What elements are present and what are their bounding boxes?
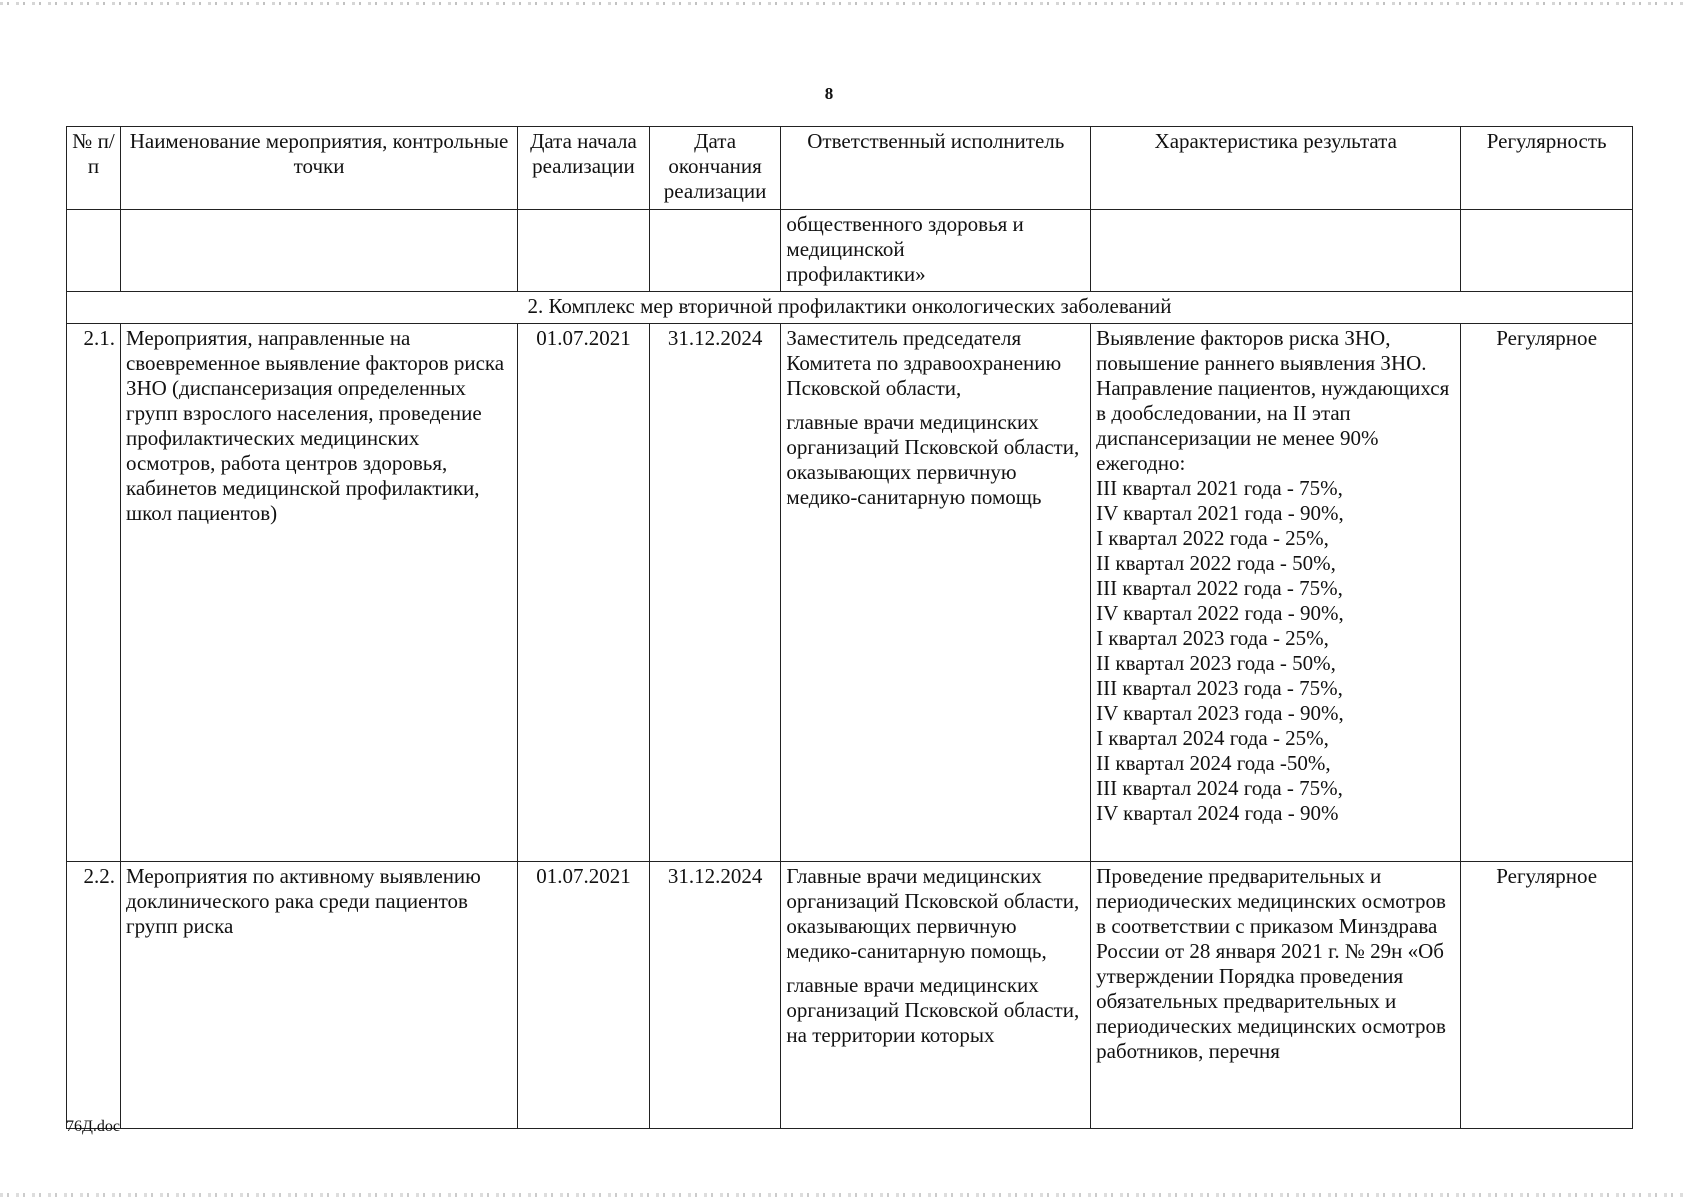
cell-result: Проведение предварительных и периодических медицинских осмотров в соответствии с приказом Минздрава России от 28 января 2021 г. № 29н «Об утверждении Порядка проведения обязательных предварительных и периодических медицинских осмотров работников, перечня xyxy=(1091,862,1461,1129)
cell-start-date: 01.07.2021 xyxy=(518,862,650,1129)
header-end-date: Дата окончания реализации xyxy=(649,127,781,210)
cell-regularity: Регулярное xyxy=(1461,862,1633,1129)
paragraph-gap xyxy=(786,964,1085,973)
header-result: Характеристика результата xyxy=(1091,127,1461,210)
cell-end-date xyxy=(649,210,781,292)
cell-num: 2.1. xyxy=(67,324,121,862)
cell-name: Мероприятия, направленные на своевременное выявление факторов риска ЗНО (диспансеризация определенных групп взрослого населения, проведение профилактических медицинских осмотров, работа центров здоровья, кабинетов медицинской профилактики, школ пациентов) xyxy=(120,324,517,862)
result-line: I квартал 2023 года - 25%, xyxy=(1096,626,1329,650)
cell-responsible xyxy=(781,862,1091,1129)
activities-table xyxy=(66,126,1633,1129)
result-line: III квартал 2022 года - 75%, xyxy=(1096,576,1343,600)
paragraph-gap xyxy=(786,401,1085,410)
result-line: II квартал 2022 года - 50%, xyxy=(1096,551,1336,575)
header-num: № п/п xyxy=(67,127,121,210)
header-start-date: Дата начала реализации xyxy=(518,127,650,210)
cell-num: 2.2. xyxy=(67,862,121,1129)
cell-start-date xyxy=(518,210,650,292)
responsible-line: медицинской xyxy=(786,237,905,261)
responsible-paragraph: главные врачи медицинских организаций Псковской области, оказывающих первичную медико-санитарную помощь xyxy=(786,410,1080,509)
table-row xyxy=(67,210,1633,292)
result-line: II квартал 2023 года - 50%, xyxy=(1096,651,1336,675)
result-line: IV квартал 2022 года - 90%, xyxy=(1096,601,1344,625)
section-title: 2. Комплекс мер вторичной профилактики онкологических заболеваний xyxy=(67,292,1633,324)
responsible-line: профилактики» xyxy=(786,262,926,286)
responsible-paragraph: Главные врачи медицинских организаций Псковской области, оказывающих первичную медико-санитарную помощь, xyxy=(786,864,1080,963)
cell-responsible xyxy=(781,210,1091,292)
cell-regularity xyxy=(1461,210,1633,292)
cell-start-date: 01.07.2021 xyxy=(518,324,650,862)
scan-artifact-top xyxy=(0,2,1686,5)
table-row xyxy=(67,862,1633,1129)
scan-artifact-bottom xyxy=(0,1193,1686,1197)
cell-end-date: 31.12.2024 xyxy=(649,324,781,862)
cell-result xyxy=(1091,324,1461,862)
result-line: I квартал 2022 года - 25%, xyxy=(1096,526,1329,550)
responsible-line: общественного здоровья и xyxy=(786,212,1024,236)
document-filename: 76Д.doc xyxy=(66,1118,121,1135)
cell-name: Мероприятия по активному выявлению доклинического рака среди пациентов групп риска xyxy=(120,862,517,1129)
result-line: III квартал 2023 года - 75%, xyxy=(1096,676,1343,700)
result-line: IV квартал 2021 года - 90%, xyxy=(1096,501,1344,525)
header-name: Наименование мероприятия, контрольные точки xyxy=(120,127,517,210)
result-line: I квартал 2024 года - 25%, xyxy=(1096,726,1329,750)
header-responsible: Ответственный исполнитель xyxy=(781,127,1091,210)
result-line: IV квартал 2023 года - 90%, xyxy=(1096,701,1344,725)
page-number: 8 xyxy=(824,84,834,103)
section-row xyxy=(67,292,1633,324)
responsible-paragraph: главные врачи медицинских организаций Псковской области, на территории которых xyxy=(786,973,1080,1047)
cell-result xyxy=(1091,210,1461,292)
cell-responsible xyxy=(781,324,1091,862)
header-regularity: Регулярность xyxy=(1461,127,1633,210)
result-line: III квартал 2024 года - 75%, xyxy=(1096,776,1343,800)
cell-regularity: Регулярное xyxy=(1461,324,1633,862)
table-row xyxy=(67,324,1633,862)
responsible-paragraph: Заместитель председателя Комитета по здравоохранению Псковской области, xyxy=(786,326,1062,400)
result-line: II квартал 2024 года -50%, xyxy=(1096,751,1331,775)
result-line: III квартал 2021 года - 75%, xyxy=(1096,476,1343,500)
table-header-row xyxy=(67,127,1633,210)
result-line: IV квартал 2024 года - 90% xyxy=(1096,801,1339,825)
cell-end-date: 31.12.2024 xyxy=(649,862,781,1129)
cell-num xyxy=(67,210,121,292)
result-intro: Выявление факторов риска ЗНО, повышение раннего выявления ЗНО. Направление пациентов, нуждающихся в дообследовании, на II этап диспансеризации не менее 90% ежегодно: xyxy=(1096,326,1450,475)
cell-name xyxy=(120,210,517,292)
